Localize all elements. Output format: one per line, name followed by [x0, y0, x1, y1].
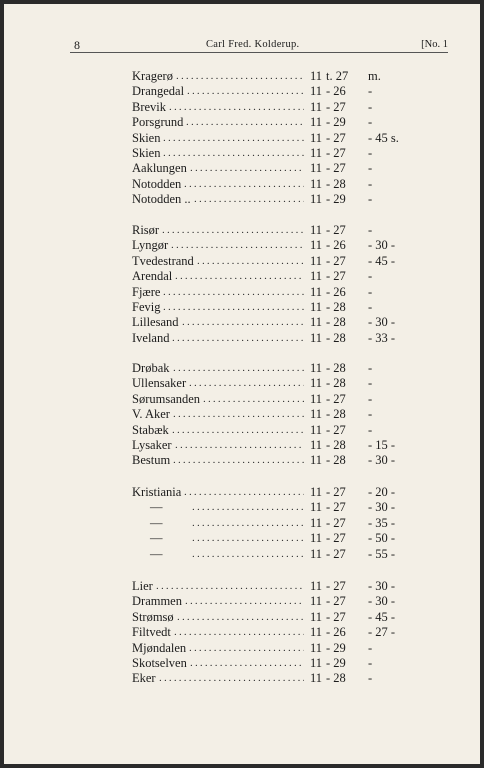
hour-value: 11: [310, 84, 323, 99]
hour-value: 11: [310, 500, 323, 515]
leader-dots: [175, 268, 304, 284]
table-row: [4, 83, 480, 99]
table-row: [4, 176, 480, 192]
leader-dots: [173, 452, 304, 468]
page-number: 8: [74, 38, 80, 52]
second-value: -: [368, 192, 373, 207]
table-row: [4, 268, 480, 284]
table-row: [4, 360, 480, 376]
second-value: - 55 -: [368, 546, 396, 561]
place-name: Ullensaker: [132, 376, 187, 391]
leader-dots: [192, 530, 304, 546]
table-row: [4, 145, 480, 161]
hour-value: 11: [310, 176, 323, 191]
minute-value: - 27: [326, 146, 346, 160]
leader-dots: [187, 83, 304, 99]
second-value: - 50 -: [368, 531, 396, 546]
hour-value: 11: [310, 300, 323, 314]
leader-dots: [190, 160, 304, 176]
table-row: [4, 670, 480, 686]
hour-value: 11: [310, 361, 323, 375]
hour-value: 11: [310, 407, 323, 422]
minute-value: - 27: [326, 269, 346, 284]
leader-dots: [162, 222, 304, 238]
minute-value: - 28: [326, 438, 346, 452]
table-row: [4, 593, 480, 609]
minute-value: - 27: [326, 594, 346, 609]
minute-value: - 28: [326, 315, 346, 330]
minute-value: - 27: [326, 485, 346, 499]
leader-dots: [169, 99, 304, 115]
place-name: —: [150, 546, 163, 561]
table-row: [4, 114, 480, 130]
place-name: Porsgrund: [132, 115, 184, 130]
leader-dots: [192, 499, 304, 515]
table-row: [4, 314, 480, 330]
leader-dots: [159, 670, 304, 686]
hour-value: 11: [310, 625, 323, 640]
leader-dots: [190, 655, 304, 671]
minute-value: - 26: [326, 238, 346, 253]
leader-dots: [174, 624, 304, 640]
table-row: [4, 330, 480, 346]
second-value: - 30 -: [368, 594, 396, 609]
hour-value: 11: [310, 315, 323, 330]
hour-value: 11: [310, 146, 323, 160]
table-row: [4, 68, 480, 84]
hour-value: 11: [310, 438, 323, 452]
second-value: - 30 -: [368, 453, 396, 468]
running-title: Carl Fred. Kolderup.: [206, 39, 300, 50]
place-name: Fevig: [132, 300, 161, 314]
hour-value: 11: [310, 609, 323, 624]
table-row: [4, 578, 480, 594]
place-name: Notodden ..: [132, 192, 191, 207]
place-name: Kragerø: [132, 69, 173, 83]
place-name: V. Aker: [132, 407, 170, 422]
hour-value: 11: [310, 422, 323, 437]
place-name: Aaklungen: [132, 161, 187, 176]
table-row: [4, 130, 480, 146]
hour-value: 11: [310, 453, 323, 468]
minute-value: - 27: [326, 422, 346, 437]
place-name: Skien: [132, 130, 161, 145]
second-value: -: [368, 422, 373, 437]
leader-dots: [156, 578, 304, 594]
hour-value: 11: [310, 531, 323, 546]
place-name: Iveland: [132, 330, 170, 345]
minute-value: - 28: [326, 376, 346, 391]
leader-dots: [184, 484, 304, 500]
table-row: [4, 237, 480, 253]
hour-value: 11: [310, 546, 323, 561]
minute-value: - 29: [326, 192, 346, 207]
leader-dots: [194, 191, 304, 207]
minute-value: - 27: [326, 99, 346, 114]
second-value: - 45 -: [368, 609, 396, 624]
place-name: Arendal: [132, 269, 173, 284]
second-value: - 30 -: [368, 315, 396, 330]
minute-value: - 29: [326, 115, 346, 130]
minute-value: - 28: [326, 407, 346, 422]
place-name: Fjære: [132, 284, 161, 299]
minute-value: - 28: [326, 330, 346, 345]
place-name: Lier: [132, 579, 153, 593]
table-row: [4, 640, 480, 656]
second-value: -: [368, 284, 373, 299]
second-value: - 15 -: [368, 438, 396, 452]
leader-dots: [185, 593, 304, 609]
hour-value: 11: [310, 579, 323, 593]
second-value: m.: [368, 69, 381, 83]
place-name: Skien: [132, 146, 161, 160]
place-name: Lysaker: [132, 438, 172, 452]
minute-value: - 28: [326, 671, 346, 686]
hour-value: 11: [310, 69, 323, 83]
second-value: - 30 -: [368, 579, 396, 593]
second-value: -: [368, 376, 373, 391]
second-value: -: [368, 115, 373, 130]
minute-value: - 27: [326, 579, 346, 593]
hour-value: 11: [310, 238, 323, 253]
minute-value: - 27: [326, 531, 346, 546]
second-value: - 27 -: [368, 625, 396, 640]
leader-dots: [192, 515, 304, 531]
leader-dots: [203, 391, 304, 407]
second-value: - 20 -: [368, 485, 396, 499]
place-name: Drangedal: [132, 84, 185, 99]
place-name: Risør: [132, 223, 160, 237]
leader-dots: [192, 546, 304, 562]
minute-value: - 27: [326, 500, 346, 515]
table-row: [4, 160, 480, 176]
leader-dots: [175, 437, 304, 453]
second-value: -: [368, 407, 373, 422]
place-name: Mjøndalen: [132, 640, 187, 655]
table-row: [4, 609, 480, 625]
hour-value: 11: [310, 640, 323, 655]
place-name: Kristiania: [132, 485, 182, 499]
place-name: Notodden: [132, 176, 182, 191]
minute-value: - 27: [326, 253, 346, 268]
table-row: [4, 499, 480, 515]
place-name: Eker: [132, 671, 156, 686]
table-row: [4, 546, 480, 562]
leader-dots: [172, 330, 304, 346]
place-name: Strømsø: [132, 609, 174, 624]
leader-dots: [197, 253, 304, 269]
minute-value: - 29: [326, 640, 346, 655]
hour-value: 11: [310, 269, 323, 284]
second-value: - 45 -: [368, 253, 396, 268]
second-value: -: [368, 671, 373, 686]
minute-value: - 26: [326, 84, 346, 99]
second-value: -: [368, 300, 373, 314]
second-value: -: [368, 640, 373, 655]
table-row: [4, 375, 480, 391]
hour-value: 11: [310, 284, 323, 299]
document-page: [4, 4, 480, 764]
leader-dots: [173, 406, 304, 422]
minute-value: - 26: [326, 625, 346, 640]
minute-value: - 28: [326, 300, 346, 314]
minute-value: - 28: [326, 453, 346, 468]
hour-value: 11: [310, 99, 323, 114]
second-value: - 35 -: [368, 515, 396, 530]
place-name: —: [150, 500, 163, 515]
leader-dots: [173, 360, 304, 376]
second-value: -: [368, 99, 373, 114]
hour-value: 11: [310, 671, 323, 686]
time-table: [4, 4, 480, 764]
second-value: -: [368, 223, 373, 237]
hour-value: 11: [310, 130, 323, 145]
place-name: Stabæk: [132, 422, 169, 437]
table-row: [4, 515, 480, 531]
place-name: Drammen: [132, 594, 182, 609]
minute-value: - 27: [326, 130, 346, 145]
table-row: [4, 422, 480, 438]
place-name: Tvedestrand: [132, 253, 194, 268]
minute-value: - 27: [326, 515, 346, 530]
second-value: -: [368, 84, 373, 99]
second-value: -: [368, 391, 373, 406]
second-value: -: [368, 176, 373, 191]
minute-value: - 28: [326, 361, 346, 375]
hour-value: 11: [310, 485, 323, 499]
place-name: Drøbak: [132, 361, 170, 375]
table-row: [4, 452, 480, 468]
hour-value: 11: [310, 656, 323, 670]
hour-value: 11: [310, 594, 323, 609]
series-number: [No. 1: [421, 39, 448, 50]
leader-dots: [189, 375, 304, 391]
place-name: —: [150, 531, 163, 546]
leader-dots: [189, 640, 304, 656]
minute-value: t. 27: [326, 69, 349, 83]
table-row: [4, 222, 480, 238]
place-name: Filtvedt: [132, 625, 171, 640]
place-name: Brevik: [132, 99, 167, 114]
minute-value: - 26: [326, 284, 346, 299]
second-value: - 45 s.: [368, 130, 399, 145]
table-row: [4, 655, 480, 671]
table-row: [4, 624, 480, 640]
leader-dots: [176, 68, 304, 84]
minute-value: - 27: [326, 161, 346, 176]
second-value: -: [368, 161, 373, 176]
place-name: Bestum: [132, 453, 171, 468]
leader-dots: [186, 114, 304, 130]
leader-dots: [182, 314, 304, 330]
hour-value: 11: [310, 391, 323, 406]
table-row: [4, 299, 480, 315]
table-row: [4, 437, 480, 453]
second-value: -: [368, 361, 373, 375]
table-row: [4, 284, 480, 300]
second-value: -: [368, 269, 373, 284]
hour-value: 11: [310, 223, 323, 237]
leader-dots: [184, 176, 304, 192]
table-row: [4, 253, 480, 269]
minute-value: - 28: [326, 176, 346, 191]
leader-dots: [163, 299, 304, 315]
second-value: -: [368, 656, 373, 670]
minute-value: - 27: [326, 391, 346, 406]
minute-value: - 27: [326, 223, 346, 237]
place-name: —: [150, 515, 163, 530]
table-row: [4, 484, 480, 500]
leader-dots: [163, 130, 304, 146]
minute-value: - 27: [326, 546, 346, 561]
second-value: - 30 -: [368, 238, 396, 253]
minute-value: - 29: [326, 656, 346, 670]
place-name: Lillesand: [132, 315, 179, 330]
second-value: - 33 -: [368, 330, 396, 345]
minute-value: - 27: [326, 609, 346, 624]
hour-value: 11: [310, 330, 323, 345]
hour-value: 11: [310, 161, 323, 176]
hour-value: 11: [310, 192, 323, 207]
leader-dots: [163, 145, 304, 161]
table-row: [4, 406, 480, 422]
leader-dots: [172, 422, 304, 438]
place-name: Skotselven: [132, 656, 187, 670]
hour-value: 11: [310, 115, 323, 130]
second-value: - 30 -: [368, 500, 396, 515]
place-name: Lyngør: [132, 238, 169, 253]
leader-dots: [171, 237, 304, 253]
second-value: -: [368, 146, 373, 160]
hour-value: 11: [310, 376, 323, 391]
hour-value: 11: [310, 253, 323, 268]
table-row: [4, 99, 480, 115]
table-row: [4, 191, 480, 207]
leader-dots: [177, 609, 304, 625]
hour-value: 11: [310, 515, 323, 530]
place-name: Sørumsanden: [132, 391, 201, 406]
table-row: [4, 530, 480, 546]
leader-dots: [163, 284, 304, 300]
table-row: [4, 391, 480, 407]
